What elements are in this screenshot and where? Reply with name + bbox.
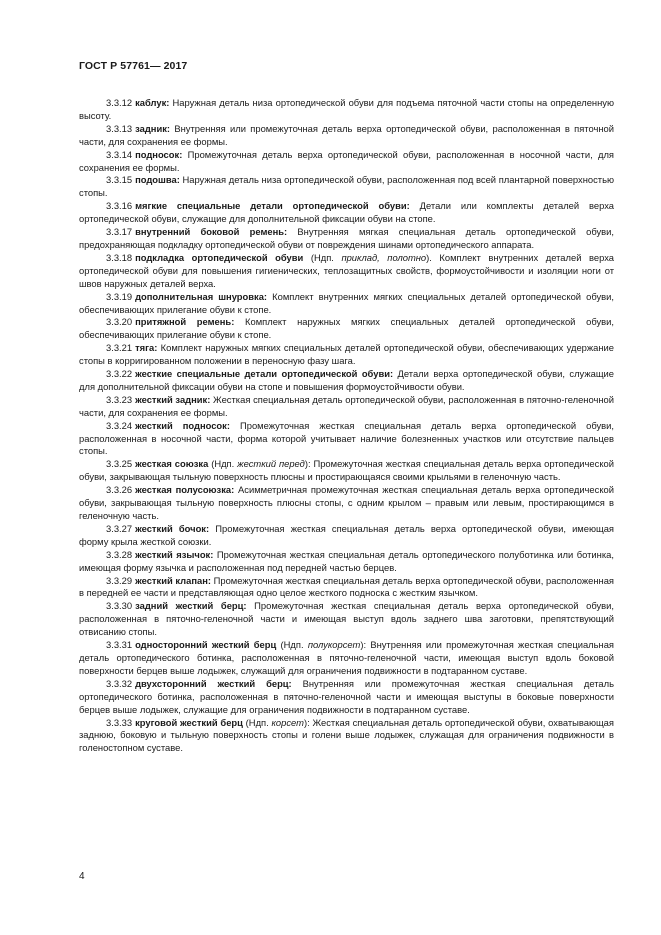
definition-term: жесткий клапан:	[135, 574, 211, 586]
definition-term: подошва:	[135, 174, 180, 186]
deprecated-term: жесткий перед	[237, 458, 305, 470]
definition-term: жесткая полусоюзка:	[135, 484, 235, 496]
definition-term: жесткий бочок:	[135, 522, 210, 534]
definition-term: жесткий язычок:	[135, 548, 214, 560]
definition-text: Промежуточная жесткая специальная деталь верха ортопедической обуви, расположенная в носочной части, форма которой учитывает наличие болезненных участков или отсутствие пальцев стопы.	[79, 419, 615, 457]
definition-term: жесткая союзка	[135, 458, 209, 470]
definition-entry	[79, 174, 614, 200]
definition-entry	[79, 291, 614, 317]
definition-text: Внутренняя или промежуточная деталь верха ортопедической обуви, расположенная в пяточной части, для сохранения ее формы.	[79, 122, 614, 147]
definition-text: Наружная деталь низа ортопедической обуви, расположенная под всей плантарной поверхностью стопы.	[79, 174, 614, 199]
definition-entry	[79, 149, 614, 175]
definition-text: Комплект наружных мягких специальных деталей ортопедической обуви, обеспечивающих прилегание обуви к стопе.	[79, 316, 614, 341]
definition-entry	[79, 342, 614, 368]
definition-number: 3.3.30	[106, 600, 133, 612]
deprecated-term: полукорсет	[307, 639, 361, 651]
definition-text: Комплект наружных мягких специальных деталей ортопедической обуви, обеспечивающих удержание стопы в корригированном положении в переносную фазу шага.	[79, 342, 614, 367]
definition-entry	[79, 200, 614, 226]
definition-text: Наружная деталь низа ортопедической обуви для подъема пяточной части стопы на определенную высоту.	[79, 97, 614, 121]
definition-number: 3.3.14	[106, 148, 133, 160]
definition-number: 3.3.33	[106, 716, 133, 728]
definition-text: Промежуточная жесткая специальная деталь ортопедического полуботинка или ботинка, имеющая форму язычка и расположенная под передней частью берцев.	[79, 548, 614, 573]
definition-text: Внутренняя или промежуточная жесткая специальная деталь ортопедического ботинка, расположенная в пяточно-геленочной части и имеющая выступы в боковые поверхности берцев выше лодыжек, служащие для ограничения подвижности в подтаранном суставе.	[79, 677, 615, 715]
definition-term: двухсторонний жесткий берц:	[135, 677, 292, 689]
definition-term: задний жесткий берц:	[135, 600, 247, 612]
definition-number: 3.3.32	[106, 677, 133, 689]
definition-entry	[79, 252, 614, 291]
definition-text: Промежуточная жесткая специальная деталь верха ортопедической обуви, расположенная в передней ее части и представляющая одно целое жесткого подноска с жестким язычком.	[79, 574, 614, 599]
definition-number: 3.3.24	[106, 419, 133, 431]
deprecated-term-suffix: ):	[360, 639, 371, 651]
definition-text: Промежуточная жесткая специальная деталь верха ортопедической обуви, расположенная в пяточно-геленочной части и имеющая выступ вдоль заднего шва заготовки, препятствующий отвисанию стопы.	[79, 600, 614, 638]
deprecated-term-prefix: (Ндп.	[303, 251, 342, 263]
definition-term: круговой жесткий берц	[135, 716, 243, 728]
definition-term: подносок:	[135, 148, 183, 160]
definition-entry	[79, 717, 614, 756]
definition-number: 3.3.22	[106, 368, 133, 380]
definition-text: Жесткая специальная деталь ортопедической обуви, расположенная в пяточно-геленочной части, для сохранения ее формы.	[79, 393, 614, 418]
definition-entry	[79, 458, 614, 484]
definition-number: 3.3.31	[106, 639, 133, 651]
definition-text: Промежуточная жесткая специальная деталь верха ортопедической обуви, закрывающая тыльную поверхность плюсны и простирающаяся своими крыльями в геленочную часть.	[79, 458, 614, 483]
definition-number: 3.3.26	[106, 484, 133, 496]
definition-term: дополнительная шнуровка:	[135, 290, 268, 302]
page-number: 4	[79, 871, 85, 882]
definition-number: 3.3.12	[106, 97, 133, 108]
definition-term: каблук:	[135, 97, 170, 108]
definition-number: 3.3.20	[106, 316, 133, 328]
definition-number: 3.3.13	[106, 122, 133, 134]
definition-text: Комплект внутренних мягких специальных деталей ортопедической обуви, обеспечивающих прилегание обуви к стопе.	[79, 290, 614, 315]
definition-text: Комплект внутренних деталей верха ортопедической обуви для повышения гигиенических, теплозащитных свойств, формоустойчивости и изоляции ноги от швов наружных деталей верха.	[79, 251, 614, 289]
definition-term: подкладка ортопедической обуви	[135, 251, 304, 263]
definition-term: жесткий подносок:	[135, 419, 230, 431]
definition-term: тяга:	[135, 342, 158, 354]
definition-number: 3.3.15	[106, 174, 133, 186]
definition-number: 3.3.27	[106, 522, 133, 534]
deprecated-term: приклад, полотно	[341, 251, 427, 263]
definition-entry	[79, 394, 614, 420]
definition-number: 3.3.25	[106, 458, 133, 470]
deprecated-term-prefix: (Ндп.	[208, 458, 238, 470]
definition-term: односторонний жесткий берц	[135, 639, 277, 651]
deprecated-term-suffix: ).	[426, 251, 440, 263]
definition-entry	[79, 600, 614, 639]
definition-number: 3.3.23	[106, 393, 133, 405]
definition-number: 3.3.28	[106, 548, 133, 560]
definition-entry	[79, 420, 614, 459]
definition-term: жесткий задник:	[135, 393, 211, 405]
definition-entry	[79, 575, 614, 601]
definition-number: 3.3.21	[106, 342, 133, 354]
definition-entry	[79, 97, 614, 123]
definition-text: Асимметричная промежуточная жесткая специальная деталь верха ортопедической обуви, закрывающая тыльную поверхность плюсны стопы, с одним крылом – правым или левым, простирающимся в геленочную часть.	[79, 484, 614, 521]
definition-number: 3.3.29	[106, 574, 133, 586]
definition-term: жесткие специальные детали ортопедической обуви:	[135, 368, 394, 380]
definition-entry	[79, 368, 614, 394]
definition-entry	[79, 316, 614, 342]
definition-term: мягкие специальные детали ортопедической обуви:	[135, 200, 410, 212]
definition-term: внутренний боковой ремень:	[135, 226, 288, 238]
deprecated-term-suffix: ):	[304, 458, 314, 470]
definition-entry	[79, 639, 614, 678]
definition-entry	[79, 226, 614, 252]
definition-entry	[79, 484, 614, 523]
definition-entry	[79, 678, 614, 717]
definition-entry	[79, 123, 614, 149]
definition-text: Жесткая специальная деталь ортопедической обуви, охватывающая заднюю, боковую и тыльную поверхность стопы и голени выше лодыжек, служащая для ограничения подвижности в голеностопном суставе.	[79, 716, 614, 754]
definition-number: 3.3.19	[106, 290, 133, 302]
definition-entry	[79, 549, 614, 575]
definition-text: Внутренняя или промежуточная жесткая специальная деталь ортопедического ботинка, расположенная в пяточно-геленочной части, имеющая выступ вдоль боковой поверхности берцев выше лодыжек, служащий для ограничения подвижности в подтаранном суставе.	[79, 639, 614, 676]
definition-entry	[79, 523, 614, 549]
deprecated-term-prefix: (Ндп.	[242, 716, 272, 728]
definition-text: Детали верха ортопедической обуви, служащие для дополнительной фиксации обуви на стопе и повышения формоустойчивости обуви.	[79, 368, 614, 392]
definition-term: задник:	[135, 122, 171, 134]
definition-term: притяжной ремень:	[135, 316, 235, 328]
deprecated-term: корсет	[271, 716, 304, 728]
definition-number: 3.3.18	[106, 251, 133, 263]
document-header: ГОСТ Р 57761— 2017	[79, 60, 188, 72]
definition-text: Детали или комплекты деталей верха ортопедической обуви, служащие для дополнительной фиксации обуви на стопе.	[79, 200, 614, 225]
definition-text: Промежуточная жесткая специальная деталь верха ортопедической обуви, имеющая форму крыла жесткой союзки.	[79, 522, 615, 547]
definition-number: 3.3.16	[106, 200, 133, 212]
definitions-section	[79, 97, 614, 755]
definition-number: 3.3.17	[106, 226, 133, 238]
deprecated-term-suffix: ):	[303, 716, 313, 728]
definition-text: Внутренняя мягкая специальная деталь ортопедической обуви, предохраняющая подкладку ортопедической обуви от повреждения шинами ортопедического аппарата.	[79, 226, 614, 250]
definition-text: Промежуточная деталь верха ортопедической обуви, расположенная в носочной части, для сохранения ее формы.	[79, 148, 614, 173]
deprecated-term-prefix: (Ндп.	[276, 639, 308, 651]
